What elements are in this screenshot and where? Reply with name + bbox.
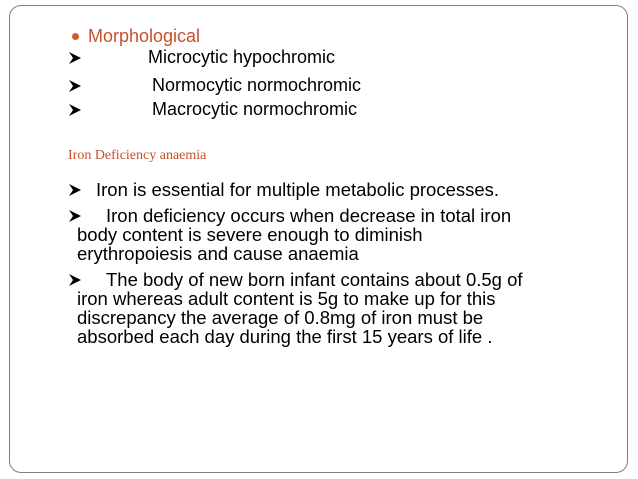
arrow-bullet-icon [68,103,82,117]
point-1-line-1: Iron is essential for multiple metabolic processes. [96,179,500,200]
point-3-line-2: iron whereas adult content is 5g to make up for this [77,288,496,309]
point-2-line-2: body content is severe enough to diminish [77,224,423,245]
point-3-line-1: The body of new born infant contains about 0.5g of [106,269,523,290]
morph-item-macrocytic: Macrocytic normochromic [152,99,358,119]
arrow-bullet-icon [68,273,82,287]
morph-item-normocytic: Normocytic normochromic [152,75,362,95]
morph-item-microcytic: Microcytic hypochromic [148,47,336,67]
section-title: Iron Deficiency anaemia [68,148,207,163]
point-3-line-4: absorbed each day during the first 15 years of life . [77,326,493,347]
arrow-bullet-icon [68,79,82,93]
morphological-heading: Morphological [88,26,201,46]
point-2-line-1: Iron deficiency occurs when decrease in total iron [106,205,512,226]
point-3-line-3: discrepancy the average of 0.8mg of iron must be [77,307,484,328]
arrow-bullet-icon [68,51,82,65]
dot-bullet-icon [72,33,79,40]
point-2-line-3: erythropoiesis and cause anaemia [77,243,359,264]
arrow-bullet-icon [68,209,82,223]
arrow-bullet-icon [68,183,82,197]
